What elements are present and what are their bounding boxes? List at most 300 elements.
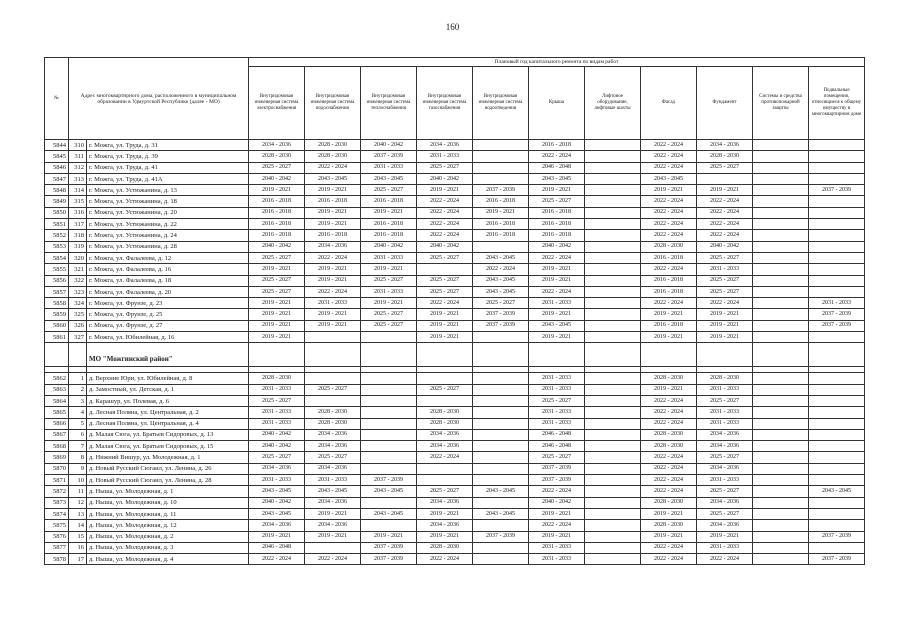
address-cell: г. Можга, ул. Фрунзе, д. 25 bbox=[87, 309, 249, 320]
address-cell: г. Можга, ул. Фрунзе, д. 23 bbox=[87, 298, 249, 309]
plan-year-cell: 2028 - 2030 bbox=[697, 151, 753, 162]
plan-year-cell: 2016 - 2018 bbox=[305, 196, 361, 207]
plan-year-cell: 2016 - 2018 bbox=[361, 196, 417, 207]
row-number-cell: 316 bbox=[69, 207, 87, 218]
plan-year-cell: 2043 - 2045 bbox=[249, 508, 305, 519]
row-id-cell: 5850 bbox=[45, 207, 69, 218]
plan-year-cell: 2022 - 2024 bbox=[305, 252, 361, 263]
plan-year-cell bbox=[809, 286, 865, 297]
plan-year-cell: 2022 - 2024 bbox=[641, 542, 697, 553]
plan-year-cell bbox=[809, 196, 865, 207]
row-number-cell: 323 bbox=[69, 286, 87, 297]
section-cell bbox=[45, 343, 69, 367]
plan-year-cell: 2022 - 2024 bbox=[697, 219, 753, 230]
row-number-cell: 311 bbox=[69, 151, 87, 162]
plan-year-cell: 2025 - 2027 bbox=[529, 395, 585, 406]
plan-year-cell: 2034 - 2036 bbox=[697, 497, 753, 508]
plan-year-cell bbox=[753, 230, 809, 241]
plan-year-cell: 2019 - 2021 bbox=[361, 264, 417, 275]
plan-year-cell: 2031 - 2033 bbox=[697, 264, 753, 275]
table-row bbox=[45, 275, 865, 286]
plan-year-cell: 2028 - 2030 bbox=[641, 241, 697, 252]
plan-year-cell: 2043 - 2045 bbox=[361, 508, 417, 519]
address-cell: г. Можга, ул. Труда, д. 41 bbox=[87, 162, 249, 173]
plan-year-cell: 2019 - 2021 bbox=[641, 384, 697, 395]
plan-year-cell: 2025 - 2027 bbox=[417, 252, 473, 263]
plan-year-cell: 2025 - 2027 bbox=[697, 452, 753, 463]
plan-year-cell: 2031 - 2033 bbox=[305, 475, 361, 486]
plan-year-cell bbox=[417, 475, 473, 486]
plan-year-cell: 2019 - 2021 bbox=[249, 298, 305, 309]
section-row bbox=[45, 343, 865, 367]
plan-year-cell: 2019 - 2021 bbox=[361, 531, 417, 542]
plan-year-cell: 2031 - 2033 bbox=[529, 298, 585, 309]
plan-year-cell bbox=[809, 207, 865, 218]
plan-year-cell: 2019 - 2021 bbox=[305, 309, 361, 320]
plan-year-cell: 2025 - 2027 bbox=[361, 185, 417, 196]
address-cell: г. Можга, ул. Устюжанина, д. 28 bbox=[87, 241, 249, 252]
plan-year-cell bbox=[585, 173, 641, 184]
table-row bbox=[45, 531, 865, 542]
plan-year-cell: 2031 - 2033 bbox=[305, 298, 361, 309]
plan-year-cell: 2025 - 2027 bbox=[417, 162, 473, 173]
plan-year-cell: 2022 - 2024 bbox=[641, 395, 697, 406]
row-id-cell: 5855 bbox=[45, 264, 69, 275]
plan-year-cell: 2037 - 2039 bbox=[361, 554, 417, 565]
plan-year-cell: 2016 - 2018 bbox=[641, 320, 697, 331]
plan-year-cell: 2025 - 2027 bbox=[361, 275, 417, 286]
address-cell: д. Новый Русский Сюгаил, ул. Ленина, д. 26 bbox=[87, 463, 249, 474]
row-id-cell: 5851 bbox=[45, 219, 69, 230]
row-number-cell: 13 bbox=[69, 508, 87, 519]
plan-year-cell bbox=[753, 452, 809, 463]
table-row bbox=[45, 497, 865, 508]
plan-year-cell: 2046 - 2048 bbox=[249, 542, 305, 553]
plan-year-cell: 2037 - 2039 bbox=[361, 151, 417, 162]
row-number-cell: 321 bbox=[69, 264, 87, 275]
plan-year-cell: 2046 - 2048 bbox=[529, 162, 585, 173]
table-row bbox=[45, 264, 865, 275]
plan-year-cell bbox=[753, 554, 809, 565]
plan-year-cell: 2025 - 2027 bbox=[249, 286, 305, 297]
plan-year-cell bbox=[809, 151, 865, 162]
plan-year-cell: 2019 - 2021 bbox=[697, 185, 753, 196]
plan-year-cell: 2019 - 2021 bbox=[529, 185, 585, 196]
row-id-cell: 5877 bbox=[45, 542, 69, 553]
table-row bbox=[45, 418, 865, 429]
table-row bbox=[45, 219, 865, 230]
plan-year-cell bbox=[753, 531, 809, 542]
plan-year-cell bbox=[473, 520, 529, 531]
plan-year-cell: 2019 - 2021 bbox=[249, 264, 305, 275]
plan-year-cell: 2034 - 2036 bbox=[305, 520, 361, 531]
plan-year-cell: 2019 - 2021 bbox=[305, 531, 361, 542]
plan-year-cell: 2019 - 2021 bbox=[529, 531, 585, 542]
plan-year-cell: 2022 - 2024 bbox=[305, 286, 361, 297]
header-number: № bbox=[45, 58, 69, 140]
plan-year-cell: 2025 - 2027 bbox=[249, 452, 305, 463]
plan-year-cell bbox=[585, 486, 641, 497]
plan-year-cell: 2025 - 2027 bbox=[249, 162, 305, 173]
plan-year-cell bbox=[753, 275, 809, 286]
plan-year-cell: 2016 - 2018 bbox=[305, 230, 361, 241]
plan-year-cell: 2019 - 2021 bbox=[417, 185, 473, 196]
row-id-cell: 5852 bbox=[45, 230, 69, 241]
header-work-type: Внутридомовая инженерная система водоснабжения bbox=[305, 67, 361, 140]
row-id-cell: 5859 bbox=[45, 309, 69, 320]
plan-year-cell: 2043 - 2045 bbox=[641, 173, 697, 184]
plan-year-cell: 2022 - 2024 bbox=[641, 475, 697, 486]
plan-year-cell bbox=[809, 332, 865, 343]
row-number-cell: 2 bbox=[69, 384, 87, 395]
header-work-type: Лифтовое оборудование, лифтовые шахты bbox=[585, 67, 641, 140]
plan-year-cell bbox=[585, 554, 641, 565]
row-number-cell: 7 bbox=[69, 441, 87, 452]
plan-year-cell: 2037 - 2039 bbox=[809, 309, 865, 320]
row-id-cell: 5865 bbox=[45, 407, 69, 418]
address-cell: г. Можга, ул. Устюжанина, д. 13 bbox=[87, 185, 249, 196]
row-id-cell: 5864 bbox=[45, 395, 69, 406]
plan-year-cell: 2022 - 2024 bbox=[641, 264, 697, 275]
plan-year-cell: 2043 - 2045 bbox=[529, 173, 585, 184]
plan-year-cell bbox=[305, 332, 361, 343]
plan-year-cell bbox=[361, 373, 417, 384]
plan-year-cell bbox=[585, 286, 641, 297]
row-id-cell: 5872 bbox=[45, 486, 69, 497]
plan-year-cell: 2019 - 2021 bbox=[529, 264, 585, 275]
plan-year-cell: 2016 - 2018 bbox=[529, 140, 585, 151]
plan-year-cell bbox=[361, 429, 417, 440]
plan-year-cell: 2025 - 2027 bbox=[417, 286, 473, 297]
plan-year-cell: 2016 - 2018 bbox=[529, 219, 585, 230]
plan-year-cell: 2028 - 2030 bbox=[417, 407, 473, 418]
plan-year-cell: 2022 - 2024 bbox=[641, 230, 697, 241]
plan-year-cell: 2022 - 2024 bbox=[641, 162, 697, 173]
row-number-cell: 312 bbox=[69, 162, 87, 173]
table-row bbox=[45, 452, 865, 463]
plan-year-cell: 2016 - 2018 bbox=[529, 207, 585, 218]
row-number-cell: 14 bbox=[69, 520, 87, 531]
plan-year-cell bbox=[809, 497, 865, 508]
row-id-cell: 5846 bbox=[45, 162, 69, 173]
address-cell: г. Можга, ул. Фалалеева, д. 16 bbox=[87, 264, 249, 275]
address-cell: д. Карашур, ул. Полевая, д. 6 bbox=[87, 395, 249, 406]
plan-year-cell bbox=[585, 196, 641, 207]
plan-year-cell: 2016 - 2018 bbox=[249, 230, 305, 241]
row-id-cell: 5848 bbox=[45, 185, 69, 196]
plan-year-cell: 2025 - 2027 bbox=[361, 320, 417, 331]
plan-year-cell bbox=[753, 264, 809, 275]
row-id-cell: 5857 bbox=[45, 286, 69, 297]
plan-year-cell bbox=[473, 151, 529, 162]
plan-year-cell bbox=[753, 151, 809, 162]
plan-year-cell: 2025 - 2027 bbox=[697, 286, 753, 297]
row-number-cell: 320 bbox=[69, 252, 87, 263]
address-cell: г. Можга, ул. Устюжанина, д. 20 bbox=[87, 207, 249, 218]
plan-year-cell bbox=[809, 395, 865, 406]
plan-year-cell: 2034 - 2036 bbox=[305, 429, 361, 440]
capital-repair-table bbox=[44, 57, 865, 565]
plan-year-cell bbox=[305, 373, 361, 384]
row-number-cell: 4 bbox=[69, 407, 87, 418]
plan-year-cell: 2028 - 2030 bbox=[417, 418, 473, 429]
plan-year-cell: 2019 - 2021 bbox=[697, 332, 753, 343]
plan-year-cell bbox=[585, 252, 641, 263]
plan-year-cell bbox=[809, 407, 865, 418]
plan-year-cell: 2031 - 2033 bbox=[529, 384, 585, 395]
row-id-cell: 5870 bbox=[45, 463, 69, 474]
table-row bbox=[45, 151, 865, 162]
header-address: Адрес многоквартирного дома, расположенного в муниципальном образовании в Удмуртской Республике (далее - МО) bbox=[69, 58, 249, 140]
plan-year-cell bbox=[753, 196, 809, 207]
table-row bbox=[45, 554, 865, 565]
plan-year-cell: 2040 - 2042 bbox=[361, 241, 417, 252]
plan-year-cell bbox=[753, 286, 809, 297]
address-cell: д. Малая Сюга, ул. Братьев Сидоровых, д. 15 bbox=[87, 441, 249, 452]
plan-year-cell bbox=[753, 407, 809, 418]
plan-year-cell: 2037 - 2039 bbox=[361, 542, 417, 553]
plan-year-cell bbox=[753, 508, 809, 519]
plan-year-cell: 2022 - 2024 bbox=[697, 196, 753, 207]
header-work-type: Крыша bbox=[529, 67, 585, 140]
plan-year-cell: 2031 - 2033 bbox=[697, 407, 753, 418]
table-row bbox=[45, 463, 865, 474]
plan-year-cell: 2022 - 2024 bbox=[249, 554, 305, 565]
table-row bbox=[45, 407, 865, 418]
row-id-cell: 5874 bbox=[45, 508, 69, 519]
plan-year-cell: 2019 - 2021 bbox=[529, 332, 585, 343]
plan-year-cell: 2019 - 2021 bbox=[473, 207, 529, 218]
plan-year-cell: 2022 - 2024 bbox=[641, 554, 697, 565]
plan-year-cell bbox=[417, 264, 473, 275]
plan-year-cell: 2028 - 2030 bbox=[305, 151, 361, 162]
plan-year-cell bbox=[585, 407, 641, 418]
header-work-type: Внутридомовая инженерная система газоснабжения bbox=[417, 67, 473, 140]
plan-year-cell: 2043 - 2045 bbox=[473, 275, 529, 286]
header-work-type: Внутридомовая инженерная система электроснабжения bbox=[249, 67, 305, 140]
plan-year-cell: 2019 - 2021 bbox=[641, 508, 697, 519]
plan-year-cell: 2022 - 2024 bbox=[417, 298, 473, 309]
plan-year-cell: 2022 - 2024 bbox=[697, 298, 753, 309]
plan-year-cell: 2019 - 2021 bbox=[249, 332, 305, 343]
plan-year-cell: 2028 - 2030 bbox=[641, 429, 697, 440]
header-work-type: Фундамент bbox=[697, 67, 753, 140]
plan-year-cell: 2022 - 2024 bbox=[305, 162, 361, 173]
plan-year-cell: 2031 - 2033 bbox=[249, 475, 305, 486]
plan-year-cell: 2034 - 2036 bbox=[697, 463, 753, 474]
plan-year-cell: 2043 - 2045 bbox=[473, 286, 529, 297]
plan-year-cell: 2022 - 2024 bbox=[641, 207, 697, 218]
row-id-cell: 5875 bbox=[45, 520, 69, 531]
plan-year-cell: 2019 - 2021 bbox=[417, 531, 473, 542]
plan-year-cell: 2022 - 2024 bbox=[697, 207, 753, 218]
plan-year-cell bbox=[473, 441, 529, 452]
plan-year-cell bbox=[361, 384, 417, 395]
row-number-cell: 314 bbox=[69, 185, 87, 196]
plan-year-cell bbox=[473, 407, 529, 418]
plan-year-cell: 2022 - 2024 bbox=[697, 554, 753, 565]
plan-year-cell bbox=[585, 207, 641, 218]
plan-year-cell bbox=[585, 320, 641, 331]
section-title: МО "Можгинский район" bbox=[87, 343, 249, 367]
plan-year-cell bbox=[809, 241, 865, 252]
table-row bbox=[45, 286, 865, 297]
table-header bbox=[45, 58, 865, 140]
plan-year-cell: 2034 - 2036 bbox=[305, 497, 361, 508]
address-cell: д. Ныша, ул. Молодежная, д. 1 bbox=[87, 486, 249, 497]
plan-year-cell: 2019 - 2021 bbox=[529, 309, 585, 320]
plan-year-cell: 2016 - 2018 bbox=[473, 196, 529, 207]
address-cell: д. Ныша, ул. Молодежная, д. 3 bbox=[87, 542, 249, 553]
row-id-cell: 5856 bbox=[45, 275, 69, 286]
header-work-type: Фасад bbox=[641, 67, 697, 140]
plan-year-cell: 2028 - 2030 bbox=[249, 373, 305, 384]
plan-year-cell bbox=[753, 418, 809, 429]
plan-year-cell: 2019 - 2021 bbox=[417, 309, 473, 320]
row-number-cell: 15 bbox=[69, 531, 87, 542]
row-number-cell: 317 bbox=[69, 219, 87, 230]
row-id-cell: 5873 bbox=[45, 497, 69, 508]
plan-year-cell bbox=[809, 140, 865, 151]
plan-year-cell bbox=[585, 384, 641, 395]
plan-year-cell bbox=[809, 475, 865, 486]
row-id-cell: 5844 bbox=[45, 140, 69, 151]
plan-year-cell: 2019 - 2021 bbox=[249, 309, 305, 320]
row-id-cell: 5860 bbox=[45, 320, 69, 331]
table-row bbox=[45, 298, 865, 309]
plan-year-cell: 2028 - 2030 bbox=[305, 407, 361, 418]
row-number-cell: 315 bbox=[69, 196, 87, 207]
plan-year-cell: 2034 - 2036 bbox=[417, 441, 473, 452]
plan-year-cell: 2022 - 2024 bbox=[697, 230, 753, 241]
row-number-cell: 322 bbox=[69, 275, 87, 286]
plan-year-cell: 2022 - 2024 bbox=[641, 219, 697, 230]
plan-year-cell: 2034 - 2036 bbox=[697, 520, 753, 531]
address-cell: д. Нижний Вишур, ул. Молодежная, д. 1 bbox=[87, 452, 249, 463]
row-id-cell: 5867 bbox=[45, 429, 69, 440]
address-cell: д. Ныша, ул. Молодежная, д. 4 bbox=[87, 554, 249, 565]
table-body-top bbox=[45, 140, 865, 343]
plan-year-cell bbox=[753, 185, 809, 196]
page-number: 160 bbox=[445, 22, 460, 32]
row-number-cell: 324 bbox=[69, 298, 87, 309]
row-number-cell: 12 bbox=[69, 497, 87, 508]
address-cell: д. Ныша, ул. Молодежная, д. 10 bbox=[87, 497, 249, 508]
plan-year-cell: 2019 - 2021 bbox=[529, 275, 585, 286]
row-id-cell: 5863 bbox=[45, 384, 69, 395]
plan-year-cell: 2022 - 2024 bbox=[641, 407, 697, 418]
table-row bbox=[45, 486, 865, 497]
plan-year-cell: 2046 - 2048 bbox=[529, 429, 585, 440]
plan-year-cell bbox=[473, 162, 529, 173]
plan-year-cell: 2019 - 2021 bbox=[305, 320, 361, 331]
plan-year-cell: 2034 - 2036 bbox=[249, 140, 305, 151]
row-number-cell: 327 bbox=[69, 332, 87, 343]
plan-year-cell: 2019 - 2021 bbox=[641, 309, 697, 320]
plan-year-cell: 2037 - 2039 bbox=[473, 309, 529, 320]
plan-year-cell: 2040 - 2042 bbox=[697, 241, 753, 252]
plan-year-cell: 2019 - 2021 bbox=[305, 264, 361, 275]
table-row bbox=[45, 542, 865, 553]
plan-year-cell bbox=[753, 475, 809, 486]
plan-year-cell bbox=[753, 395, 809, 406]
plan-year-cell bbox=[585, 520, 641, 531]
plan-year-cell bbox=[697, 173, 753, 184]
plan-year-cell: 2034 - 2036 bbox=[417, 497, 473, 508]
plan-year-cell bbox=[809, 162, 865, 173]
header-work-type: Подвальные помещения, относящиеся к общему имуществу в многоквартирном доме bbox=[809, 67, 865, 140]
plan-year-cell: 2025 - 2027 bbox=[417, 486, 473, 497]
plan-year-cell bbox=[473, 395, 529, 406]
plan-year-cell: 2037 - 2039 bbox=[473, 531, 529, 542]
plan-year-cell: 2022 - 2024 bbox=[529, 520, 585, 531]
plan-year-cell bbox=[305, 395, 361, 406]
plan-year-cell bbox=[809, 418, 865, 429]
table-row bbox=[45, 309, 865, 320]
plan-year-cell: 2031 - 2033 bbox=[697, 542, 753, 553]
plan-year-cell bbox=[809, 219, 865, 230]
plan-year-cell: 2043 - 2045 bbox=[473, 252, 529, 263]
plan-year-cell bbox=[361, 395, 417, 406]
plan-year-cell: 2034 - 2036 bbox=[417, 140, 473, 151]
plan-year-cell bbox=[809, 429, 865, 440]
plan-year-cell bbox=[473, 384, 529, 395]
plan-year-cell: 2019 - 2021 bbox=[249, 185, 305, 196]
table-row bbox=[45, 230, 865, 241]
plan-year-cell: 2031 - 2033 bbox=[361, 162, 417, 173]
address-cell: г. Можга, ул. Устюжанина, д. 18 bbox=[87, 196, 249, 207]
plan-year-cell: 2031 - 2033 bbox=[529, 407, 585, 418]
plan-year-cell bbox=[585, 508, 641, 519]
plan-year-cell: 2028 - 2030 bbox=[305, 418, 361, 429]
plan-year-cell: 2022 - 2024 bbox=[417, 452, 473, 463]
plan-year-cell: 2025 - 2027 bbox=[249, 252, 305, 263]
plan-year-cell: 2022 - 2024 bbox=[473, 264, 529, 275]
plan-year-cell bbox=[753, 309, 809, 320]
plan-year-cell: 2016 - 2018 bbox=[641, 275, 697, 286]
plan-year-cell bbox=[585, 373, 641, 384]
plan-year-cell bbox=[753, 207, 809, 218]
plan-year-cell bbox=[753, 373, 809, 384]
plan-year-cell bbox=[753, 162, 809, 173]
header-work-type: Внутридомовая инженерная система водоотведения bbox=[473, 67, 529, 140]
plan-year-cell: 2043 - 2045 bbox=[361, 173, 417, 184]
table-row bbox=[45, 441, 865, 452]
row-number-cell: 8 bbox=[69, 452, 87, 463]
plan-year-cell bbox=[585, 140, 641, 151]
plan-year-cell: 2037 - 2039 bbox=[473, 320, 529, 331]
plan-year-cell: 2022 - 2024 bbox=[305, 554, 361, 565]
plan-year-cell: 2019 - 2021 bbox=[361, 207, 417, 218]
plan-year-cell: 2019 - 2021 bbox=[641, 531, 697, 542]
plan-year-cell: 2022 - 2024 bbox=[529, 486, 585, 497]
row-id-cell: 5847 bbox=[45, 173, 69, 184]
plan-year-cell: 2022 - 2024 bbox=[417, 554, 473, 565]
plan-year-cell bbox=[753, 140, 809, 151]
row-id-cell: 5845 bbox=[45, 151, 69, 162]
plan-year-cell: 2028 - 2030 bbox=[641, 441, 697, 452]
plan-year-cell bbox=[361, 407, 417, 418]
plan-year-cell bbox=[473, 418, 529, 429]
plan-year-cell: 2034 - 2036 bbox=[305, 463, 361, 474]
plan-year-cell bbox=[753, 384, 809, 395]
row-id-cell: 5861 bbox=[45, 332, 69, 343]
address-cell: г. Можга, ул. Фалалеева, д. 20 bbox=[87, 286, 249, 297]
row-number-cell: 325 bbox=[69, 309, 87, 320]
plan-year-cell: 2040 - 2042 bbox=[529, 241, 585, 252]
plan-year-cell: 2019 - 2021 bbox=[641, 332, 697, 343]
plan-year-cell bbox=[809, 542, 865, 553]
